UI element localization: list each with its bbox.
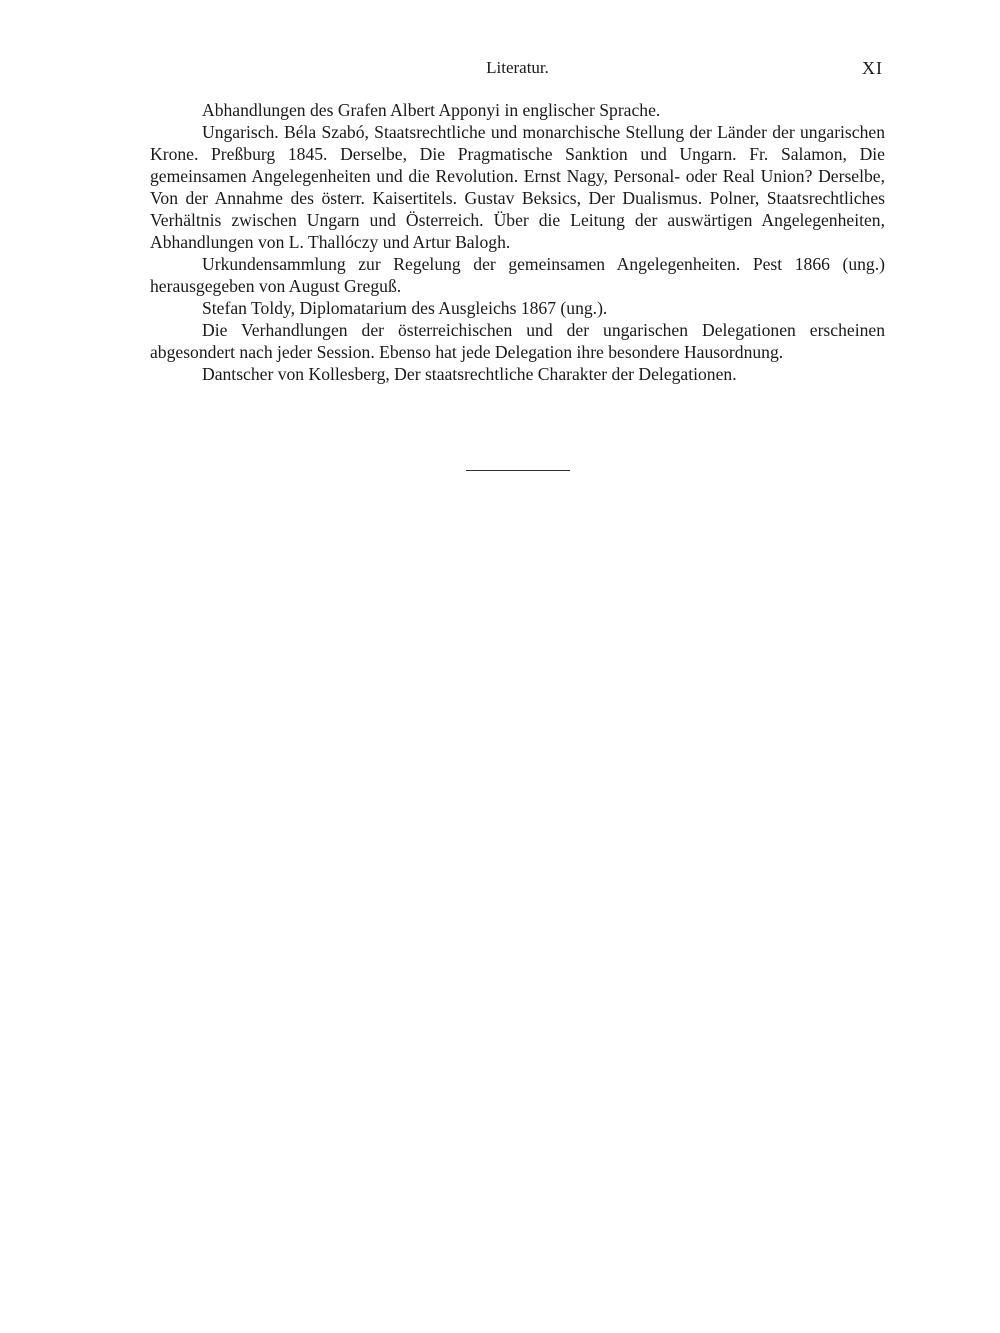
literature-entry: Stefan Toldy, Diplomatarium des Ausgleichs 1867 (ung.).	[202, 298, 608, 318]
literature-entry: Dantscher von Kollesberg, Der staatsrechtliche Charakter der Delegationen.	[202, 364, 737, 384]
page-number: XI	[862, 58, 883, 78]
literature-list	[150, 99, 885, 385]
literature-entry: Abhandlungen des Grafen Albert Apponyi in englischer Sprache.	[202, 100, 661, 120]
literature-entry: Die Verhandlungen der österreichischen und der ungarischen Delegationen erscheinen abgesondert nach jeder Session. Ebenso hat jede Delegation ihre besondere Hausordnung.	[150, 320, 885, 362]
document-page	[150, 0, 885, 1333]
running-head	[150, 58, 885, 82]
literature-entry: Ungarisch. Béla Szabó, Staatsrechtliche und monarchische Stellung der Länder der ungarischen Krone. Preßburg 1845. Derselbe, Die Pragmatische Sanktion und Ungarn. Fr. Salamon, Die gemeinsamen Angelegenheiten und die Revolution. Ernst Nagy, Personal- oder Real Union? Derselbe, Von der Annahme des österr. Kaisertitels. Gustav Beksics, Der Dualismus. Polner, Staatsrechtliches Verhältnis zwischen Ungarn und Österreich. Über die Leitung der auswärtigen Angelegenheiten, Abhandlungen von L. Thallóczy und Artur Balogh.	[150, 122, 885, 252]
section-end-rule	[466, 470, 570, 471]
running-title: Literatur.	[486, 58, 549, 77]
literature-entry: Urkundensammlung zur Regelung der gemeinsamen Angelegenheiten. Pest 1866 (ung.) herausgegeben von August Greguß.	[150, 254, 885, 296]
